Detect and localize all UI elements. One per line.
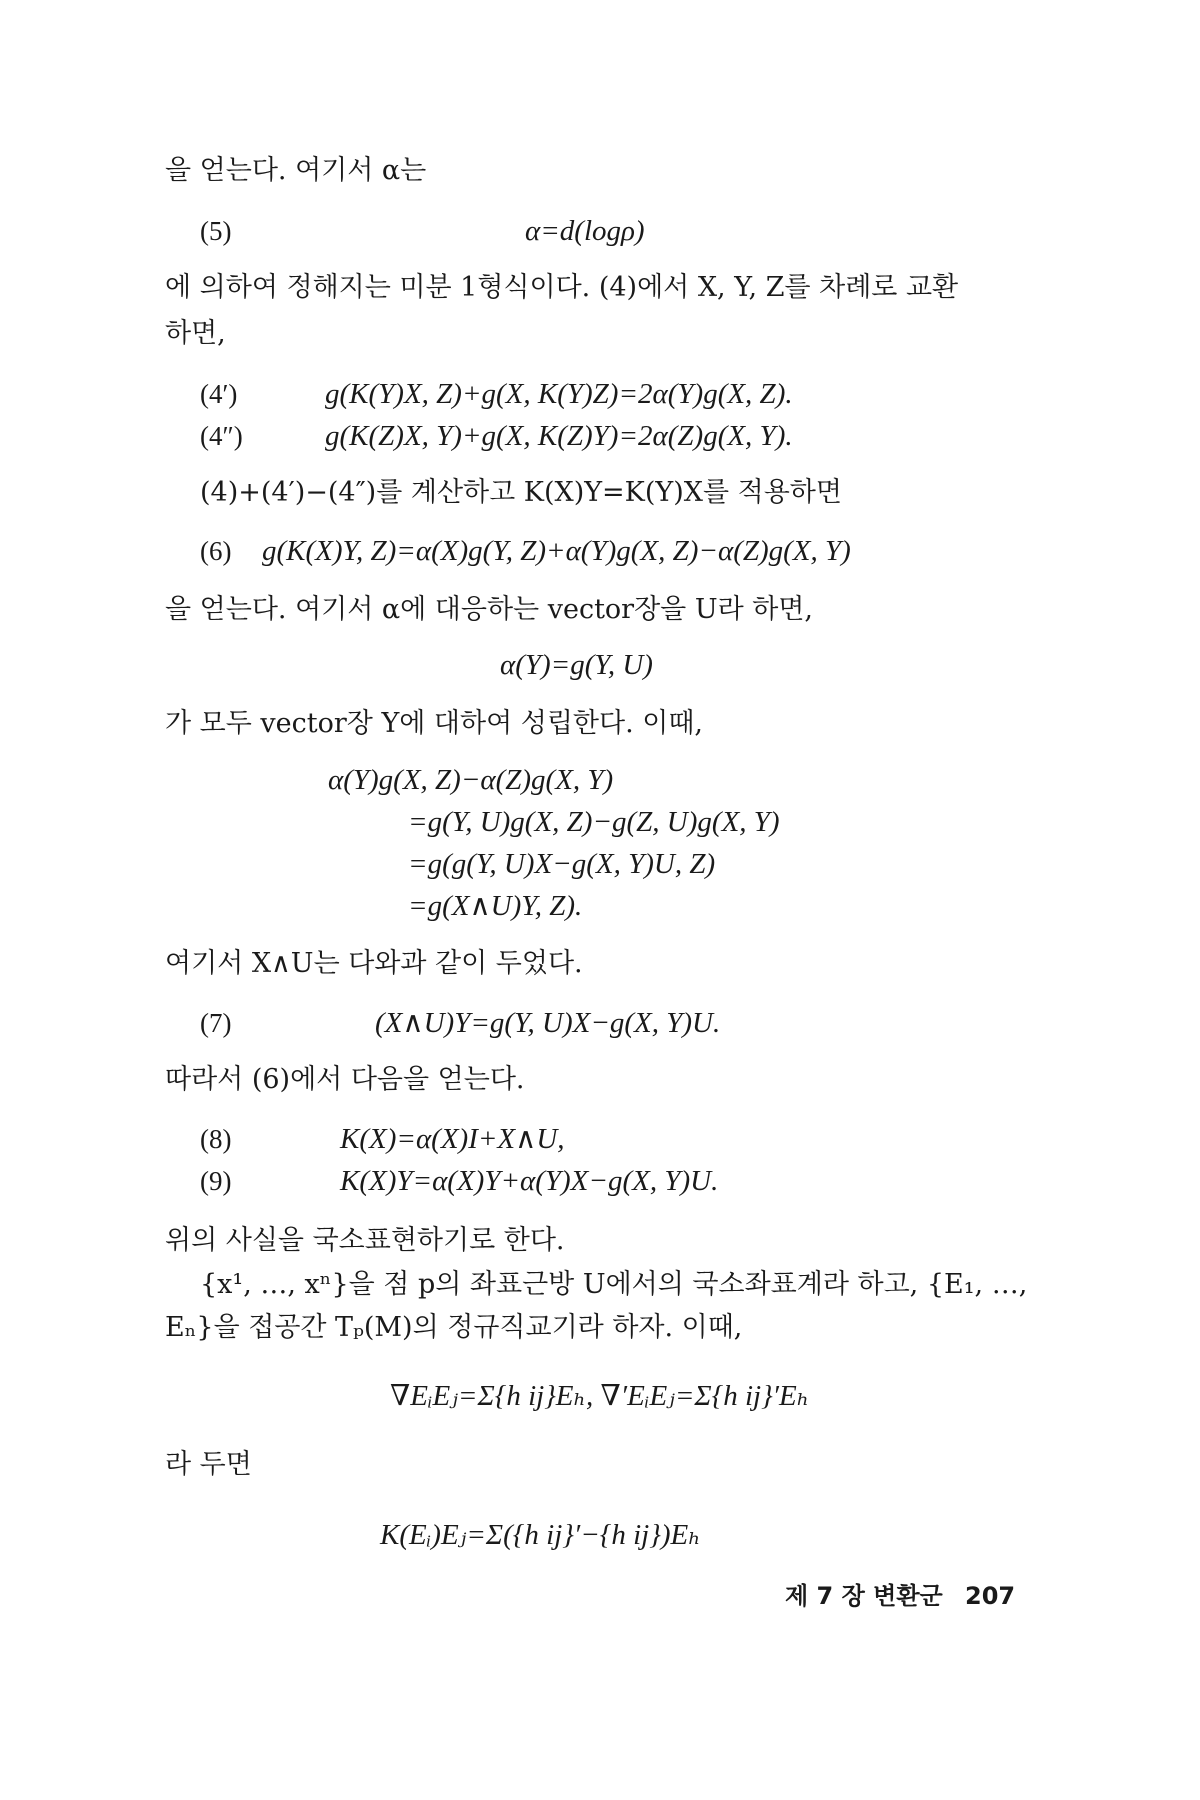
page-number: 207 xyxy=(965,1582,1016,1610)
equation: K(X)=α(X)I+X∧U, xyxy=(340,1123,565,1155)
text-line: (4)+(4′)−(4″)를 계산하고 K(X)Y=K(Y)X를 적용하면 xyxy=(200,477,842,508)
equation: α(Y)g(X, Z)−α(Z)g(X, Y) xyxy=(328,764,614,796)
text-line: 따라서 (6)에서 다음을 얻는다. xyxy=(165,1064,525,1095)
equation: (X∧U)Y=g(Y, U)X−g(X, Y)U. xyxy=(375,1007,721,1039)
text-line: 여기서 X∧U는 다와과 같이 두었다. xyxy=(165,948,583,979)
equation: α(Y)=g(Y, U) xyxy=(500,649,653,681)
equation-label: (4″) xyxy=(200,421,243,451)
equation: =g(g(Y, U)X−g(X, Y)U, Z) xyxy=(408,848,716,880)
equation: K(Eᵢ)Eⱼ=Σ({h ij}′−{h ij})Eₕ xyxy=(380,1519,701,1551)
equation-label: (8) xyxy=(200,1124,232,1154)
equation: K(X)Y=α(X)Y+α(Y)X−g(X, Y)U. xyxy=(340,1165,719,1197)
text-line: 위의 사실을 국소표현하기로 한다. xyxy=(165,1225,565,1256)
equation: ∇EᵢEⱼ=Σ{h ij}Eₕ, ∇′EᵢEⱼ=Σ{h ij}′Eₕ xyxy=(390,1380,810,1412)
equation-label: (7) xyxy=(200,1008,232,1038)
text-line: {x¹, …, xⁿ}을 점 p의 좌표근방 U에서의 국소좌표계라 하고, {E₁, …, xyxy=(200,1269,1028,1300)
text-line: 에 의하여 정해지는 미분 1형식이다. (4)에서 X, Y, Z를 차례로 교환 xyxy=(165,272,959,303)
equation: g(K(X)Y, Z)=α(X)g(Y, Z)+α(Y)g(X, Z)−α(Z)g(X, Y) xyxy=(262,535,851,567)
equation-label: (5) xyxy=(200,216,232,246)
equation: =g(X∧U)Y, Z). xyxy=(408,890,583,922)
text-line: 라 두면 xyxy=(165,1449,252,1480)
chapter-title: 제 7 장 변환군 xyxy=(785,1582,943,1610)
equation-label: (6) xyxy=(200,536,232,566)
text-line: 가 모두 vector장 Y에 대하여 성립한다. 이때, xyxy=(165,708,703,739)
equation: =g(Y, U)g(X, Z)−g(Z, U)g(X, Y) xyxy=(408,806,780,838)
text-line: 을 얻는다. 여기서 α에 대응하는 vector장을 U라 하면, xyxy=(165,594,813,625)
equation: g(K(Y)X, Z)+g(X, K(Y)Z)=2α(Y)g(X, Z). xyxy=(325,378,793,410)
text-line: 하면, xyxy=(165,318,226,349)
equation: g(K(Z)X, Y)+g(X, K(Z)Y)=2α(Z)g(X, Y). xyxy=(325,420,793,452)
equation-label: (4′) xyxy=(200,379,238,409)
text-line: 을 얻는다. 여기서 α는 xyxy=(165,155,427,186)
equation: α=d(logρ) xyxy=(525,215,645,247)
text-line: Eₙ}을 접공간 Tₚ(M)의 정규직교기라 하자. 이때, xyxy=(165,1312,743,1343)
equation-label: (9) xyxy=(200,1166,232,1196)
